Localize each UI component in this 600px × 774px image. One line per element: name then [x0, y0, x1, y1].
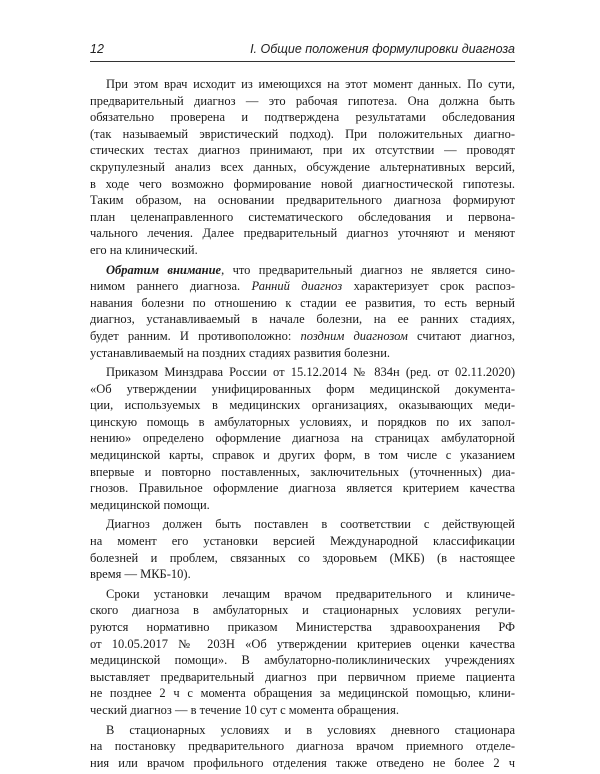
text-line: чального лечения. Далее предварительный диагноз уточняют и меняют: [90, 226, 515, 241]
text-line: руются нормативно приказом Министерства здравоохранения РФ: [90, 620, 515, 634]
text-span: нимом раннего диагноза.: [90, 279, 252, 294]
text-line: Приказом Минздрава России от 15.12.2014 № 834н (ред. от 02.11.2020): [106, 365, 515, 380]
text-line: [90, 328, 515, 345]
text-line: устанавливаемый на поздних стадиях развития болезни.: [90, 345, 391, 360]
text-line: навания болезни по отношению к стадии ее развития, то есть верный: [90, 295, 515, 310]
paragraph: [90, 76, 515, 259]
text-line: [90, 278, 515, 295]
text-line: «Об утверждении унифицированных форм медицинской документа-: [90, 381, 515, 396]
text-line: время — МКБ-10).: [90, 567, 191, 582]
text-line: не позднее 2 ч с момента обращения за медицинской помощью, клини-: [90, 686, 515, 701]
text-line: обязательно проверена и подтверждена результатами обследования: [90, 110, 515, 125]
text-line: При этом врач исходит из имеющихся на этот момент данных. По сути,: [106, 77, 515, 91]
emphasis-bold-italic: Обратим внимание: [106, 262, 222, 277]
text-line: в ходе чего возможно формирование новой диагностической гипотезы.: [90, 176, 515, 191]
body-text: [90, 76, 515, 774]
text-line: выставляет предварительный диагноз при первичном приеме пациента: [90, 669, 515, 684]
text-span: считают диагноз,: [407, 328, 515, 343]
text-line: предварительный диагноз — это рабочая гипотеза. Она должна быть: [90, 93, 515, 108]
text-line: скрупулезный анализ всех данных, обсуждение альтернативных версий,: [90, 159, 515, 174]
text-span: характеризует срок распоз-: [342, 279, 515, 294]
emphasis-italic: поздним диагнозом: [300, 328, 408, 343]
text-line: ния или врачом профильного отделения также отведено не более 2 ч: [90, 755, 515, 770]
text-line: Сроки установки лечащим врачом предварительного и клиниче-: [106, 586, 515, 601]
text-line: на постановку предварительного диагноза врачом приемного отделе-: [90, 739, 515, 754]
chapter-title: I. Общие положения формулировки диагноза: [250, 42, 515, 56]
header-rule: [90, 61, 515, 62]
text-line: план целенаправленного систематического обследования и первона-: [90, 209, 515, 224]
text-line: стических тестах диагноз принимают, при их отсутствии — проводят: [90, 143, 515, 158]
text-line: ческий диагноз — в течение 10 сут с момента обращения.: [90, 702, 399, 717]
text-line: на момент его установки версией Международной классификации: [90, 534, 515, 549]
text-line: болезней и проблем, связанных со здоровьем (МКБ) (в настоящее: [90, 550, 515, 565]
text-span: будет ранним. И противоположно:: [90, 328, 301, 343]
emphasis-italic: Ранний диагноз: [251, 279, 343, 294]
text-line: медицинской помощи». В амбулаторно-поликлинических учреждениях: [90, 653, 515, 668]
text-line: от 10.05.2017 № 203Н «Об утверждении критериев оценки качества: [90, 636, 515, 651]
text-line: цинскую помощь в амбулаторных условиях, и порядков по их запол-: [90, 414, 515, 429]
text-line: гнозов. Правильное оформление диагноза является критерием качества: [90, 481, 515, 496]
text-line: нению» определено оформление диагноза на страницах амбулаторной: [90, 431, 515, 446]
text-line: (так называемый эвристический подход). При положительных диагно-: [90, 126, 515, 141]
text-line: его на клинический.: [90, 242, 198, 257]
text-line: впервые и повторно поставленных, заключительных (уточненных) диа-: [90, 464, 515, 479]
text-line: ского диагноза в амбулаторных и стационарных условиях регули-: [90, 603, 515, 618]
paragraph: [90, 586, 515, 719]
text-line: Таким образом, на основании предварительного диагноза формируют: [90, 193, 515, 208]
page-number: 12: [90, 42, 104, 56]
text-line: В стационарных условиях и в условиях дневного стационара: [106, 722, 515, 737]
text-line: диагноз, устанавливаемый в начале болезни, на ее ранних стадиях,: [90, 312, 515, 327]
text-line: медицинской помощи.: [90, 497, 210, 512]
running-header: [90, 38, 515, 62]
paragraph: [90, 722, 515, 772]
paragraph-attention: [90, 262, 515, 362]
text-line: [90, 262, 515, 279]
text-line: ции, используемых в медицинских организациях, оказывающих меди-: [90, 398, 515, 413]
paragraph: [90, 364, 515, 513]
text-span: , что предварительный диагноз не является сино-: [221, 262, 515, 277]
text-line: медицинской карты, справок и других форм, в том числе с указанием: [90, 448, 515, 463]
paragraph: [90, 516, 515, 582]
text-line: Диагноз должен быть поставлен в соответствии с действующей: [106, 517, 515, 532]
